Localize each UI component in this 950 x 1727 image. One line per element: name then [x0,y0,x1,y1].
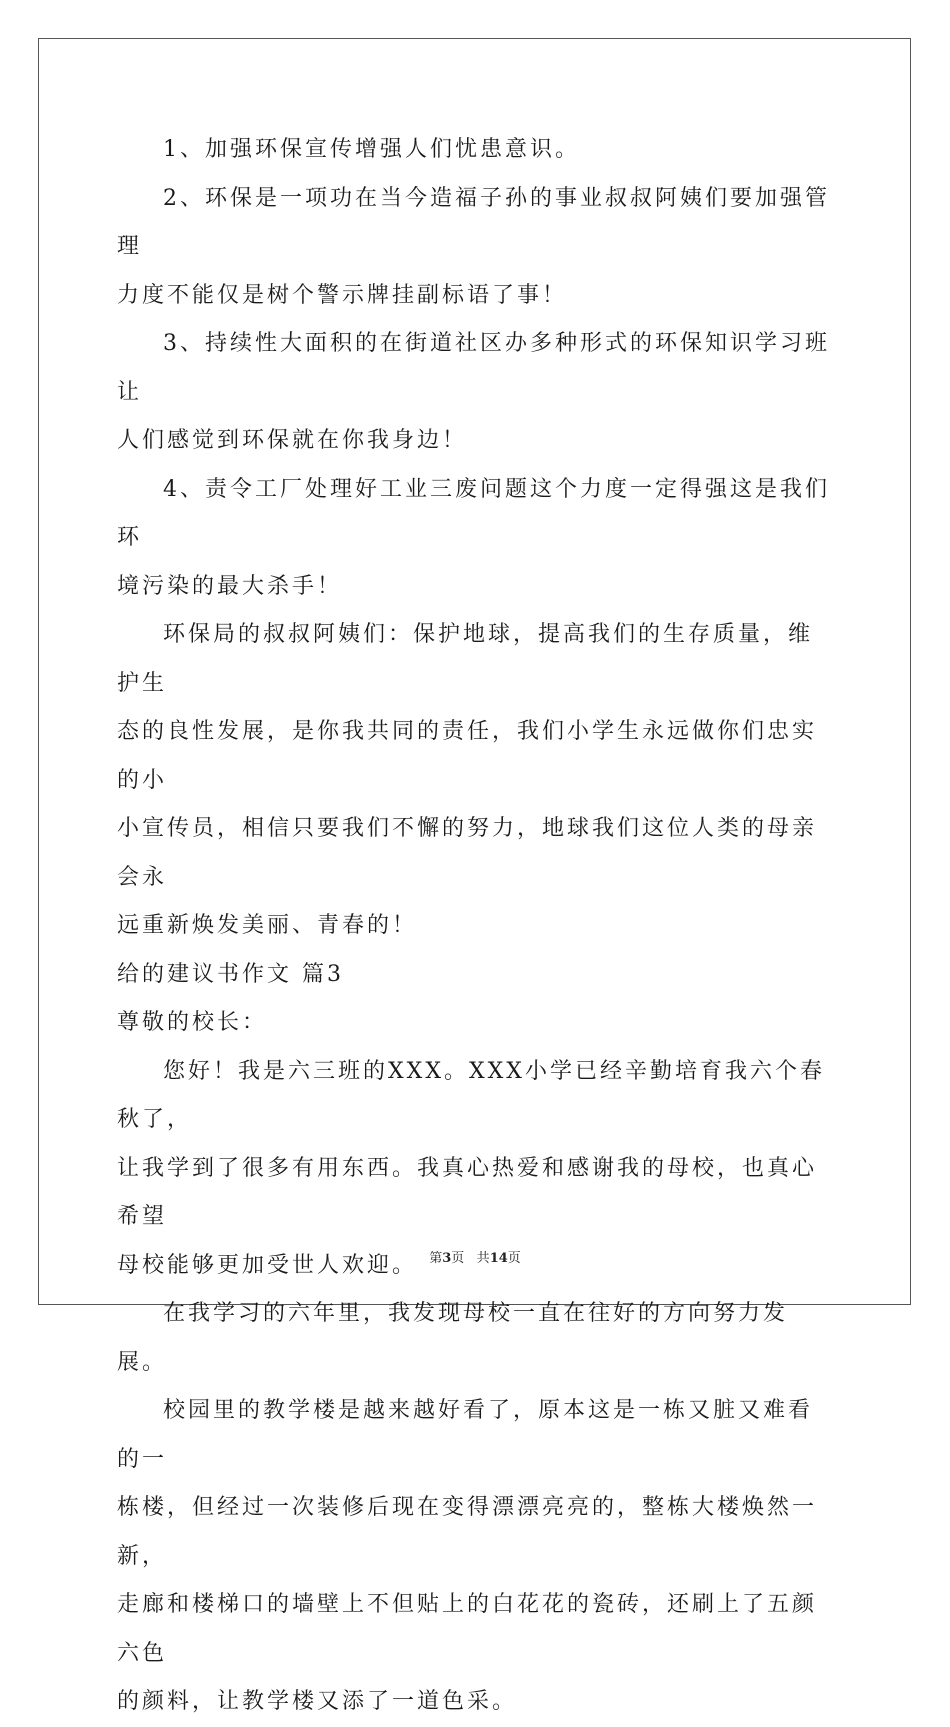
footer-page-unit: 页 [451,1251,465,1266]
footer-total-prefix: 共 [476,1251,490,1266]
text-line: 3、持续性大面积的在街道社区办多种形式的环保知识学习班让 [117,331,830,405]
text-line: 尊敬的校长： [117,1010,268,1035]
text-line: 母校能够更加受世人欢迎。 [117,1252,418,1278]
text-line: 态的良性发展，是你我共同的责任，我们小学生永远做你们忠实的小 [117,719,818,793]
text-line: 校园里的教学楼是越来越好看了，原本这是一栋又脏又难看的一 [117,1398,814,1472]
text-line: 让我学到了很多有用东西。我真心热爱和感谢我的母校，也真心希望 [117,1155,818,1229]
text-line: 环保局的叔叔阿姨们：保护地球，提高我们的生存质量，维护生 [117,622,814,696]
text-line: 人们感觉到环保就在你我身边！ [117,428,468,453]
footer-page-number: 3 [442,1251,452,1266]
text-line: 的颜料，让教学楼又添了一道色采。 [117,1689,518,1714]
footer-total-pages: 14 [489,1251,508,1266]
text-line: 2、环保是一项功在当今造福子孙的事业叔叔阿姨们要加强管理 [117,185,830,259]
text-line: 1、加强环保宣传增强人们忧患意识。 [163,137,580,162]
text-line: 4、责令工厂处理好工业三废问题这个力度一定得强这是我们环 [117,476,830,550]
text-line: 您好！我是六三班的XXX。XXX小学已经辛勤培育我六个春秋了， [117,1058,825,1132]
footer-total-unit: 页 [507,1251,521,1266]
footer-prefix: 第 [429,1251,443,1266]
text-line: 小宣传员，相信只要我们不懈的努力，地球我们这位人类的母亲会永 [117,816,818,890]
text-line: 走廊和楼梯口的墙壁上不但贴上的白花花的瓷砖，还刷上了五颜六色 [117,1592,818,1666]
text-line: 在我学习的六年里，我发现母校一直在往好的方向努力发展。 [117,1301,789,1375]
document-body [117,126,837,1727]
text-line: 给的建议书作文 篇3 [117,961,344,987]
text-line: 栋楼，但经过一次装修后现在变得漂漂亮亮的，整栋大楼焕然一新， [117,1495,818,1569]
page-footer [0,1247,950,1266]
text-line: 境污染的最大杀手！ [117,573,343,599]
text-line: 远重新焕发美丽、青春的！ [117,913,418,938]
text-line: 力度不能仅是树个警示牌挂副标语了事！ [117,282,568,308]
